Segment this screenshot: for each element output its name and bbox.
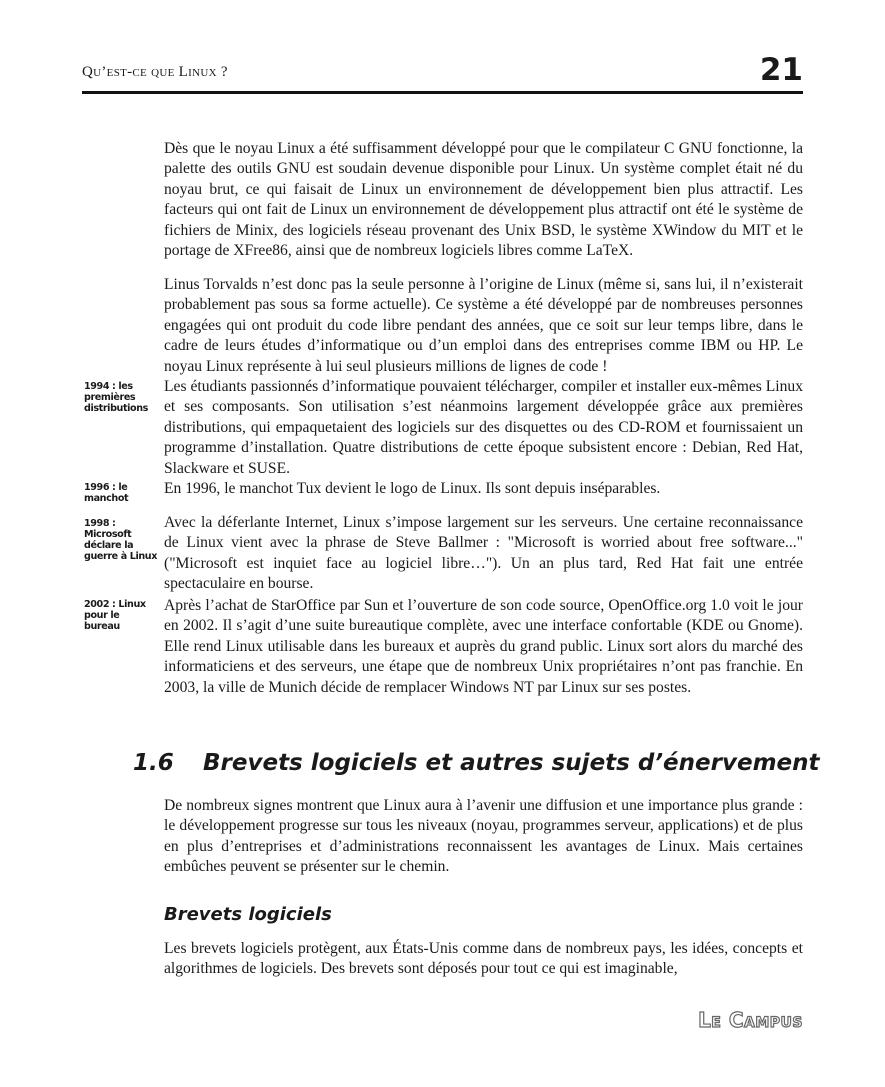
paragraph-distributions: Les étudiants passionnés d’informatique pouvaient télécharger, compiler et installer eux-mêmes Linux et ses composants. Son utilisation s’est néanmoins largement développée grâce aux premières distributions, qui empaquetaient des logiciels sur des disquettes ou des CD-ROM et fournissaient un programme d’installation. Quatre distributions de cette époque subsistent encore : Debian, Red Hat, Slackware et SUSE. <box>164 378 803 477</box>
page-number: 21 <box>759 52 803 88</box>
paragraph-gnu-tools: Dès que le noyau Linux a été suffisamment développé pour que le compilateur C GNU fonctionne, la palette des outils GNU est soudain devenue disponible pour Linux. Un système complet était né du noyau brut, ce qui faisait de Linux un environnement de développement bien plus attractif. Les facteurs qui ont fait de Linux un environnement de développement plus attractif ont été le système de fichiers de Minix, des logiciels réseau provenant des Unix BSD, le système XWindow du MIT et le portage de XFree86, ainsi que de nombreux logiciels libres comme LaTeX. <box>164 140 803 260</box>
publisher-logo: Le Campus <box>698 1008 803 1032</box>
margin-note-2002: 2002 : Linux pour le bureau <box>84 599 146 632</box>
margin-note-1998: 1998 : Microsoft déclare la guerre à Linux <box>84 518 157 562</box>
paragraph-torvalds: Linus Torvalds n’est donc pas la seule personne à l’origine de Linux (même si, sans lui, il n’existerait probablement pas sous sa forme actuelle). Ce système a été développé par de nombreuses personnes engagées qui ont produit du code libre pendant des années, que ce soit sur leur temps libre, dans le cadre de leurs études d’informatique ou d’un emploi dans des entreprises comme IBM ou HP. Le noyau Linux représente à lui seul plusieurs millions de lignes de code ! <box>164 276 803 375</box>
section-number: 1.6 <box>133 750 174 776</box>
margin-note-1994: 1994 : les premières distributions <box>84 381 148 414</box>
subsection-paragraph: Les brevets logiciels protègent, aux États-Unis comme dans de nombreux pays, les idées, concepts et algorithmes de logiciels. Des brevets sont déposés pour tout ce qui est imaginable, <box>164 940 803 978</box>
margin-note-1996: 1996 : le manchot <box>84 482 129 504</box>
subsection-heading: Brevets logiciels <box>164 904 332 925</box>
paragraph-tux: En 1996, le manchot Tux devient le logo de Linux. Ils sont depuis inséparables. <box>164 480 661 497</box>
paragraph-internet: Avec la déferlante Internet, Linux s’impose largement sur les serveurs. Une certaine reconnaissance de Linux vient avec la phrase de Steve Ballmer : "Microsoft is worried about free software..." ("Microsoft est inquiet face au logiciel libre…"). Un an plus tard, Red Hat fait une entrée spectaculaire en bourse. <box>164 514 803 593</box>
paragraph-openoffice: Après l’achat de StarOffice par Sun et l’ouverture de son code source, OpenOffice.org 1.0 voit le jour en 2002. Il s’agit d’une suite bureautique complète, avec une interface confortable (KDE ou Gnome). Elle rend Linux utilisable dans les bureaux et auprès du grand public. Linux sort alors du marché des informaticiens et des serveurs, une étape que de nombreux Unix propriétaires n’ont pas franchie. En 2003, la ville de Munich décide de remplacer Windows NT par Linux sur ses postes. <box>164 597 803 696</box>
running-title: Qu’est-ce que Linux ? <box>82 64 228 80</box>
section-heading <box>133 750 820 776</box>
section-intro-paragraph: De nombreux signes montrent que Linux aura à l’avenir une diffusion et une importance plus grande : le développement progresse sur tous les niveaux (noyau, programmes serveur, applications) et de plus en plus d’entreprises et d’administrations reconnaissent les avantages de Linux. Mais certaines embûches peuvent se présenter sur le chemin. <box>164 797 803 876</box>
section-title: Brevets logiciels et autres sujets d’énervement <box>203 750 820 776</box>
header-rule <box>82 91 803 94</box>
